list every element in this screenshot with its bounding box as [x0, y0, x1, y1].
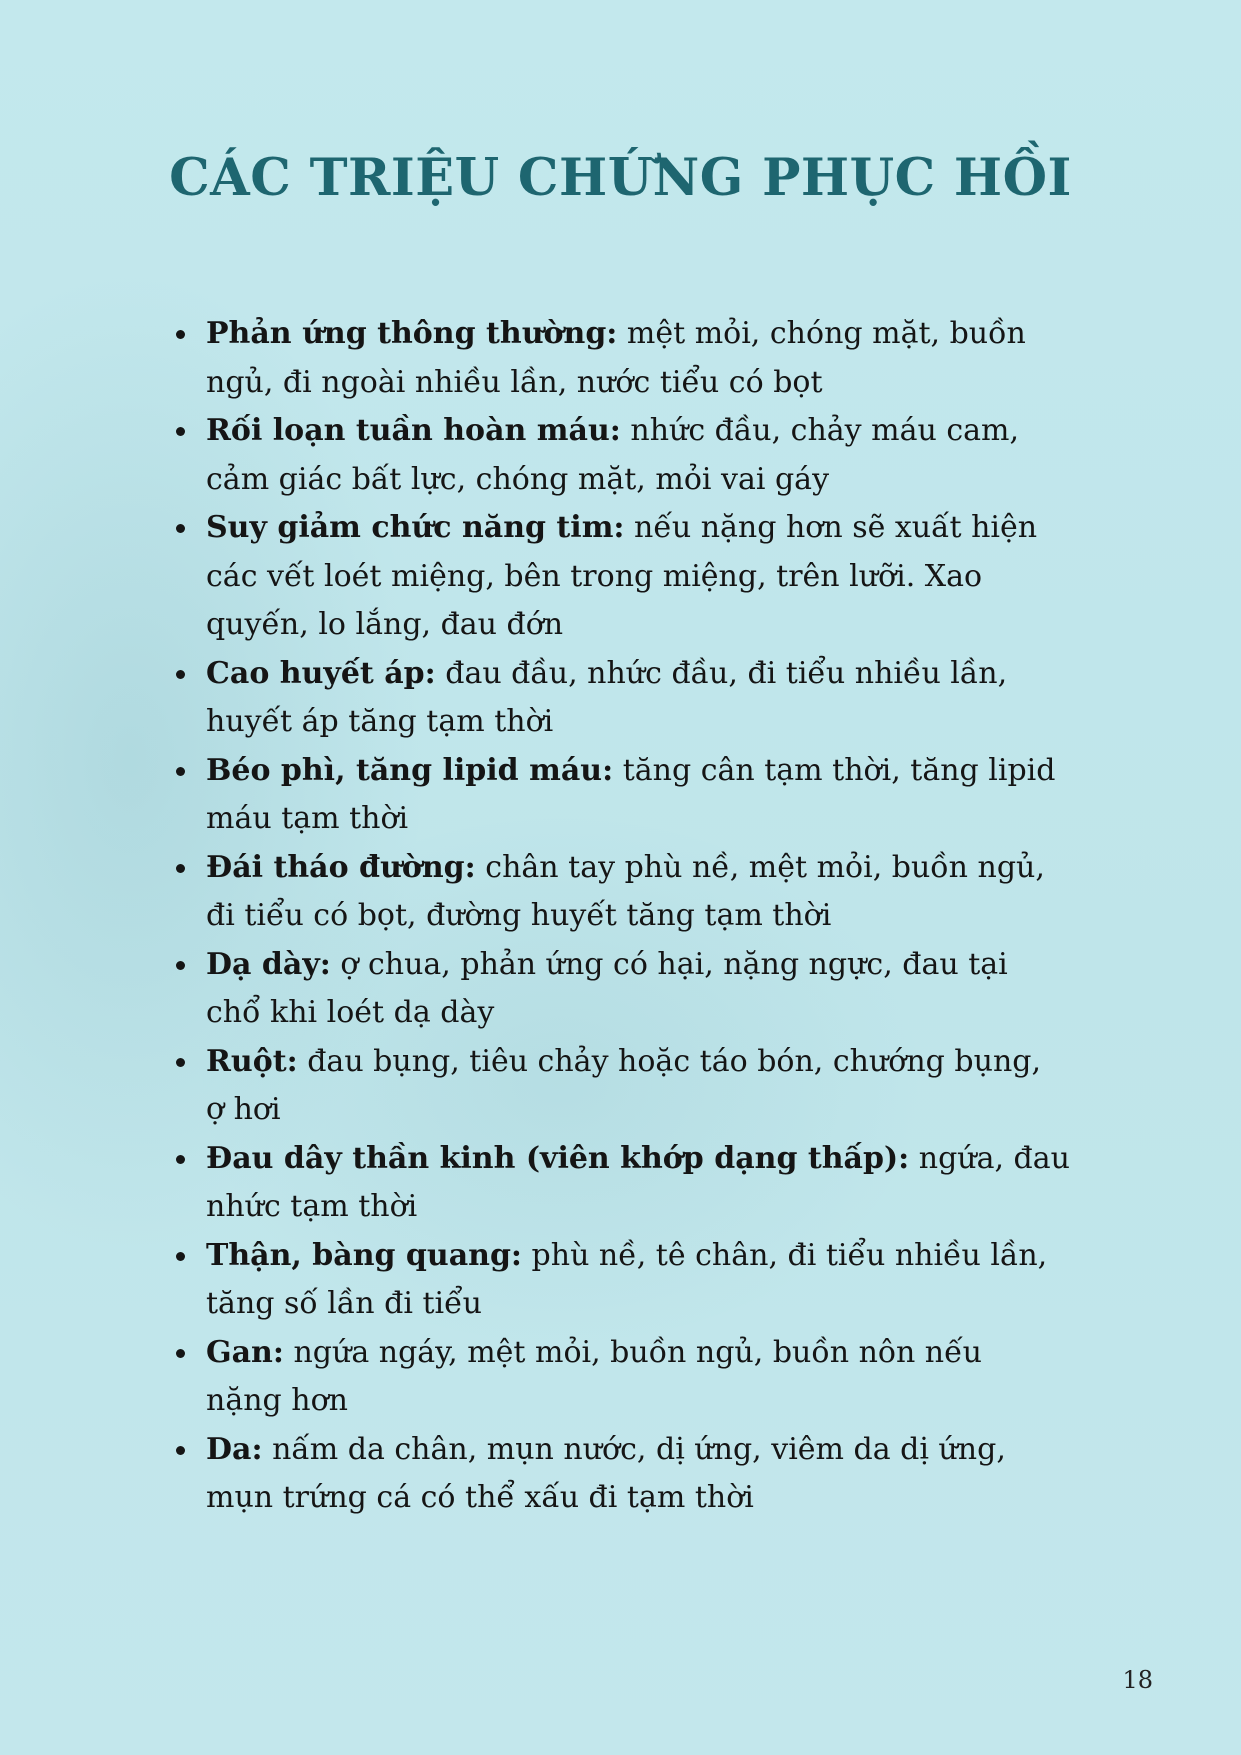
- symptom-description: tăng cân tạm thời, tăng lipid: [613, 752, 1056, 788]
- list-item: [206, 1426, 1106, 1523]
- symptom-description: đi tiểu có bọt, đường huyết tăng tạm thời: [206, 898, 832, 933]
- symptom-term: Cao huyết áp:: [206, 655, 436, 691]
- list-item: [206, 1329, 1106, 1426]
- symptom-term: Dạ dày:: [206, 946, 331, 982]
- symptom-description: phù nề, tê chân, đi tiểu nhiều lần,: [522, 1237, 1048, 1273]
- bullet-icon: [176, 524, 185, 533]
- symptom-term: Gan:: [206, 1334, 284, 1370]
- list-item: [206, 1038, 1106, 1135]
- symptom-description: quyến, lo lắng, đau đớn: [206, 607, 564, 642]
- list-item: [206, 1135, 1106, 1232]
- bullet-icon: [176, 1155, 185, 1164]
- symptom-description: ngứa, đau: [909, 1140, 1070, 1176]
- symptom-description: mệt mỏi, chóng mặt, buồn: [617, 316, 1026, 351]
- symptom-description: đau bụng, tiêu chảy hoặc táo bón, chướng bụng,: [297, 1043, 1042, 1079]
- bullet-icon: [176, 864, 185, 873]
- bullet-icon: [176, 670, 185, 679]
- symptom-term: Suy giảm chức năng tim:: [206, 510, 625, 545]
- symptom-term: Đau dây thần kinh (viên khớp dạng thấp):: [206, 1140, 910, 1176]
- symptom-description: máu tạm thời: [206, 801, 409, 836]
- symptom-term: Da:: [206, 1431, 263, 1467]
- symptom-description: ngủ, đi ngoài nhiều lần, nước tiểu có bọt: [206, 364, 823, 400]
- bullet-icon: [176, 1058, 185, 1067]
- symptom-term: Đái tháo đường:: [206, 849, 476, 885]
- symptom-description: ợ hơi: [206, 1092, 281, 1127]
- symptom-term: Thận, bàng quang:: [206, 1237, 523, 1273]
- list-item: [206, 747, 1106, 844]
- bullet-icon: [176, 767, 185, 776]
- symptom-description: ợ chua, phản ứng có hại, nặng ngực, đau tại: [330, 946, 1008, 982]
- symptom-term: Béo phì, tăng lipid máu:: [206, 752, 614, 788]
- list-item: [206, 1232, 1106, 1329]
- list-item: [206, 310, 1106, 407]
- symptom-term: Ruột:: [206, 1043, 298, 1079]
- symptom-description: đau đầu, nhức đầu, đi tiểu nhiều lần,: [435, 655, 1008, 691]
- bullet-icon: [176, 330, 185, 339]
- symptom-description: chổ khi loét dạ dày: [206, 995, 495, 1030]
- list-item: [206, 407, 1106, 504]
- list-item: [206, 941, 1106, 1038]
- symptom-description: cảm giác bất lực, chóng mặt, mỏi vai gáy: [206, 461, 830, 497]
- symptom-description: các vết loét miệng, bên trong miệng, trên lưỡi. Xao: [206, 558, 983, 594]
- symptom-description: nấm da chân, mụn nước, dị ứng, viêm da dị ứng,: [262, 1431, 1006, 1467]
- symptom-description: chân tay phù nề, mệt mỏi, buồn ngủ,: [475, 849, 1045, 885]
- bullet-icon: [176, 1446, 185, 1455]
- symptom-description: nhức tạm thời: [206, 1189, 418, 1224]
- symptom-description: nhức đầu, chảy máu cam,: [620, 413, 1020, 448]
- symptom-description: tăng số lần đi tiểu: [206, 1286, 482, 1321]
- list-item: [206, 504, 1106, 650]
- bullet-icon: [176, 427, 185, 436]
- bullet-icon: [176, 1252, 185, 1261]
- page-title: CÁC TRIỆU CHỨNG PHỤC HỒI: [169, 148, 1072, 208]
- list-item: [206, 650, 1106, 747]
- page-number: 18: [1122, 1666, 1153, 1694]
- bullet-icon: [176, 1349, 185, 1358]
- symptom-term: Rối loạn tuần hoàn máu:: [206, 413, 621, 448]
- symptom-description: nếu nặng hơn sẽ xuất hiện: [624, 510, 1038, 545]
- symptom-description: huyết áp tăng tạm thời: [206, 704, 554, 739]
- symptom-description: mụn trứng cá có thể xấu đi tạm thời: [206, 1480, 754, 1515]
- list-item: [206, 844, 1106, 941]
- bullet-icon: [176, 961, 185, 970]
- symptom-term: Phản ứng thông thường:: [206, 316, 618, 351]
- symptom-description: nặng hơn: [206, 1383, 348, 1418]
- symptom-list: [206, 310, 1106, 1523]
- symptom-description: ngứa ngáy, mệt mỏi, buồn ngủ, buồn nôn nếu: [283, 1334, 982, 1370]
